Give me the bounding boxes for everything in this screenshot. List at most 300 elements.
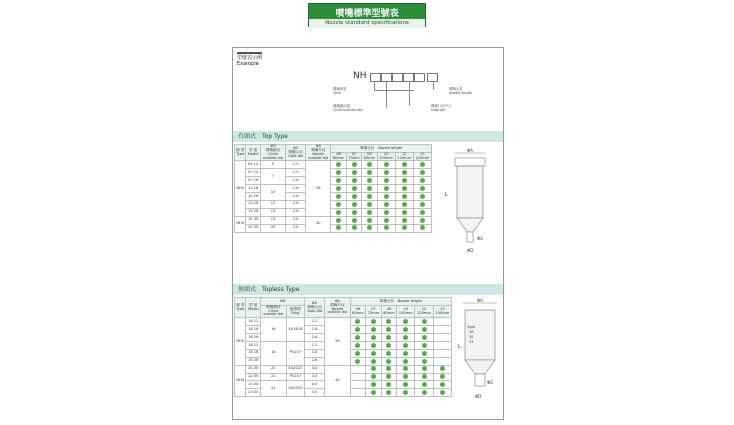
phiA-cell: 28: [325, 318, 351, 365]
code-box-type: [370, 73, 381, 82]
col-ring: 鎮型環 Ring: [286, 305, 305, 317]
available-dot: [384, 170, 389, 175]
available-dot: [367, 162, 372, 167]
available-dot: [386, 335, 391, 340]
model-cell: 23 50: [246, 389, 260, 397]
available-dot: [440, 390, 445, 395]
available-dot: [420, 225, 425, 230]
available-dot: [336, 218, 341, 223]
available-dot: [352, 162, 357, 167]
available-dot: [402, 186, 407, 191]
availability-cell: [350, 381, 365, 389]
example-prefix: NH: [353, 71, 367, 81]
top-L-label: L: [445, 192, 448, 198]
available-dot: [336, 202, 341, 207]
tl-type-label: Type: [467, 325, 475, 329]
availability-cell: [377, 216, 395, 224]
table-row: [235, 365, 452, 373]
availability-cell: [346, 193, 361, 201]
available-dot: [403, 327, 408, 332]
topless-type-table: [234, 297, 452, 397]
availability-cell: [433, 365, 451, 373]
availability-cell: [381, 365, 396, 373]
col-length-value: 08 80mm: [381, 305, 396, 317]
model-cell: 15 30: [246, 216, 260, 224]
leader-type-h: [374, 90, 414, 91]
topless-type-title: 無頭式 Topless Type: [233, 284, 503, 295]
availability-cell: [366, 341, 381, 349]
available-dot: [386, 390, 391, 395]
svg-text:ΦG: ΦG: [487, 380, 494, 385]
phiG-cell: 1.2: [305, 318, 325, 326]
table-row: [235, 185, 432, 193]
available-dot: [403, 351, 408, 356]
table-row: [235, 169, 432, 177]
col-length-value: 15 150mm: [413, 152, 431, 161]
phiG-cell: 3.0: [305, 373, 325, 381]
availability-cell: [350, 349, 365, 357]
availability-cell: [415, 389, 433, 397]
col-type: 類 型 Type: [235, 145, 246, 161]
availability-cell: [415, 326, 433, 334]
available-dot: [386, 343, 391, 348]
availability-cell: [331, 161, 346, 169]
col-phiA: ΦA 噴嘴外徑 Nozzle outside dia: [325, 298, 351, 318]
available-dot: [384, 186, 389, 191]
ring-cell: SU1618: [286, 318, 305, 342]
phiG-cell: 4.0: [305, 381, 325, 389]
available-dot: [422, 366, 427, 371]
phiG-cell: 2.6: [286, 200, 306, 208]
code-box-length: [392, 73, 403, 82]
label-type: 噴嘴形型 Type: [333, 87, 347, 95]
availability-cell: [415, 357, 433, 365]
ring-cell: PS157: [286, 341, 305, 365]
availability-cell: [346, 177, 361, 185]
header-banner: [308, 3, 426, 27]
availability-cell: [381, 373, 396, 381]
availability-cell: [395, 177, 413, 185]
phiD-cell: 15: [260, 216, 285, 224]
availability-cell: [377, 177, 395, 185]
availability-cell: [331, 200, 346, 208]
availability-cell: [397, 389, 415, 397]
model-cell: 20 30: [246, 365, 260, 373]
available-dot: [422, 374, 427, 379]
availability-cell: [415, 349, 433, 357]
model-cell: 20 30: [246, 224, 260, 232]
phiD-cell: 15: [260, 208, 285, 216]
availability-cell: [362, 161, 377, 169]
available-dot: [403, 390, 408, 395]
availability-cell: [362, 177, 377, 185]
available-dot: [367, 170, 372, 175]
ring-cell: SU2022: [286, 365, 305, 373]
col-length-value: 07 70mm: [348, 151, 360, 160]
phiG-cell: 5.0: [305, 389, 325, 397]
col-model: 型 號 Model: [246, 298, 260, 318]
available-dot: [402, 162, 407, 167]
top-type-title: 有頭式 Top Type: [233, 131, 503, 142]
availability-cell: [415, 381, 433, 389]
phiD-cell: 20: [260, 224, 285, 232]
availability-cell: [433, 349, 451, 357]
type-cell: NH4: [235, 365, 246, 397]
availability-cell: [415, 334, 433, 342]
table-row: [235, 318, 452, 326]
phiA-cell: 40: [325, 365, 351, 397]
svg-text:23: 23: [469, 340, 474, 344]
top-nozzle-drawing: [443, 148, 499, 258]
available-dot: [336, 225, 341, 230]
model-cell: 07 16: [246, 177, 260, 185]
available-dot: [420, 218, 425, 223]
col-length: 噴嘴全長 Nozzle length: [350, 298, 451, 306]
available-dot: [352, 218, 357, 223]
circle-cell: 18: [260, 341, 286, 365]
model-cell: 05 12: [246, 161, 260, 169]
circle-cell: 20: [260, 365, 286, 373]
available-dot: [355, 343, 360, 348]
available-dot: [403, 366, 408, 371]
available-dot: [352, 210, 357, 215]
availability-cell: [381, 357, 396, 365]
model-cell: 10 18: [246, 185, 260, 193]
availability-cell: [413, 169, 431, 177]
available-dot: [422, 343, 427, 348]
col-length-value: 15 150mm: [433, 305, 451, 317]
table-row: [235, 216, 432, 224]
model-cell: 18 26: [246, 357, 260, 365]
col-length: 噴嘴全長 Nozzle length: [331, 145, 432, 153]
availability-cell: [413, 193, 431, 201]
availability-cell: [381, 326, 396, 334]
availability-cell: [331, 208, 346, 216]
available-dot: [384, 178, 389, 183]
code-box-extra: [427, 73, 438, 82]
available-dot: [355, 335, 360, 340]
available-dot: [371, 319, 376, 324]
col-phiA: ΦA 噴嘴外徑 Nozzle outside dia: [306, 145, 331, 161]
available-dot: [371, 343, 376, 348]
ring-cell: PS157: [286, 373, 305, 381]
availability-cell: [433, 357, 451, 365]
available-dot: [422, 335, 427, 340]
available-dot: [386, 319, 391, 324]
availability-cell: [433, 381, 451, 389]
availability-cell: [331, 177, 346, 185]
available-dot: [352, 202, 357, 207]
availability-cell: [413, 200, 431, 208]
availability-cell: [366, 334, 381, 342]
phiG-cell: 1.2: [286, 169, 306, 177]
available-dot: [352, 194, 357, 199]
phiG-cell: 1.6: [305, 326, 325, 334]
available-dot: [422, 327, 427, 332]
available-dot: [371, 366, 376, 371]
col-phiG: ΦG 噴嘴口徑 Gate dia: [305, 298, 325, 318]
model-cell: 16 26: [246, 334, 260, 342]
availability-cell: [350, 373, 365, 381]
availability-cell: [366, 373, 381, 381]
availability-cell: [413, 185, 431, 193]
availability-cell: [331, 185, 346, 193]
availability-cell: [362, 224, 377, 232]
model-cell: 07 12: [246, 169, 260, 177]
availability-cell: [395, 216, 413, 224]
col-phiG: ΦG 噴嘴口徑 Gate dia: [286, 145, 306, 161]
col-length-value: 08 80mm: [363, 151, 376, 160]
available-dot: [336, 170, 341, 175]
availability-cell: [413, 208, 431, 216]
example-title-en: Example: [237, 61, 259, 67]
svg-text:20: 20: [469, 335, 474, 339]
availability-cell: [331, 216, 346, 224]
availability-cell: [331, 193, 346, 201]
svg-text:L: L: [458, 344, 461, 350]
col-length-value: 07 70mm: [366, 305, 381, 317]
phiD-cell: 12: [260, 200, 285, 208]
availability-cell: [366, 381, 381, 389]
availability-cell: [346, 185, 361, 193]
availability-cell: [397, 357, 415, 365]
table-row: [235, 200, 432, 208]
available-dot: [371, 327, 376, 332]
type-cell: NH2: [235, 318, 246, 365]
available-dot: [422, 390, 427, 395]
availability-cell: [415, 365, 433, 373]
availability-cell: [381, 389, 396, 397]
availability-cell: [346, 169, 361, 177]
availability-cell: [350, 389, 365, 397]
available-dot: [336, 210, 341, 215]
ring-cell: SU2325: [286, 381, 305, 397]
available-dot: [352, 225, 357, 230]
availability-cell: [350, 341, 365, 349]
label-circle: 噴嘴鎮徑處 Circle/outside dia: [333, 104, 363, 112]
phiG-cell: 2.6: [286, 208, 306, 216]
available-dot: [402, 210, 407, 215]
available-dot: [367, 178, 372, 183]
circle-cell: 16: [260, 318, 286, 342]
available-dot: [384, 210, 389, 215]
available-dot: [403, 382, 408, 387]
top-type-table: [234, 144, 432, 233]
available-dot: [403, 359, 408, 364]
availability-cell: [350, 357, 365, 365]
code-box-gate-1: [403, 73, 414, 82]
availability-cell: [397, 381, 415, 389]
availability-cell: [366, 349, 381, 357]
available-dot: [402, 225, 407, 230]
availability-cell: [381, 341, 396, 349]
phiG-cell: 2.6: [305, 357, 325, 365]
availability-cell: [366, 326, 381, 334]
available-dot: [367, 218, 372, 223]
spec-sheet: [232, 47, 504, 420]
availability-cell: [366, 357, 381, 365]
phiG-cell: 1.6: [305, 349, 325, 357]
available-dot: [367, 225, 372, 230]
col-length-value: 12 120mm: [395, 152, 413, 161]
availability-cell: [362, 208, 377, 216]
leader-length: [433, 82, 434, 90]
availability-cell: [377, 161, 395, 169]
col-phiD: ΦD: [260, 298, 304, 306]
col-length-value: 12 120mm: [415, 305, 433, 317]
available-dot: [367, 194, 372, 199]
available-dot: [386, 366, 391, 371]
availability-cell: [395, 161, 413, 169]
col-circle: 噴嘴鎮徑 Circle outside dia: [260, 305, 286, 317]
available-dot: [422, 351, 427, 356]
phiG-cell: 2.6: [305, 334, 325, 342]
available-dot: [355, 359, 360, 364]
available-dot: [355, 351, 360, 356]
availability-cell: [395, 169, 413, 177]
circle-cell: 22: [260, 373, 286, 381]
availability-cell: [433, 389, 451, 397]
availability-cell: [350, 334, 365, 342]
col-model: 型 號 Model: [246, 145, 260, 161]
code-box-gate-2: [414, 73, 425, 82]
availability-cell: [415, 318, 433, 326]
available-dot: [402, 202, 407, 207]
phiG-cell: 3.0: [305, 365, 325, 373]
available-dot: [420, 210, 425, 215]
available-dot: [402, 170, 407, 175]
available-dot: [355, 327, 360, 332]
table-row: [235, 224, 432, 232]
available-dot: [371, 335, 376, 340]
available-dot: [386, 374, 391, 379]
availability-cell: [377, 169, 395, 177]
phiG-cell: 2.6: [286, 193, 306, 201]
phiA-cell: 28: [306, 161, 331, 216]
availability-cell: [433, 373, 451, 381]
available-dot: [440, 366, 445, 371]
availability-cell: [397, 318, 415, 326]
availability-cell: [377, 185, 395, 193]
available-dot: [386, 382, 391, 387]
leader-circle: [386, 82, 387, 108]
available-dot: [371, 390, 376, 395]
available-dot: [336, 162, 341, 167]
availability-cell: [415, 373, 433, 381]
availability-cell: [413, 177, 431, 185]
available-dot: [403, 319, 408, 324]
phiD-cell: 7: [260, 169, 285, 185]
phiG-cell: 3.0: [286, 224, 306, 232]
availability-cell: [413, 161, 431, 169]
availability-cell: [377, 224, 395, 232]
availability-cell: [397, 373, 415, 381]
model-cell: 16 16: [246, 326, 260, 334]
topless-nozzle-drawing: [457, 298, 503, 408]
leader-gate: [409, 82, 410, 106]
available-dot: [384, 194, 389, 199]
availability-cell: [350, 365, 365, 373]
available-dot: [440, 382, 445, 387]
svg-text:ΦD: ΦD: [475, 394, 482, 399]
available-dot: [336, 178, 341, 183]
availability-cell: [350, 318, 365, 326]
code-box-circle: [381, 73, 392, 82]
phiG-cell: 1.6: [286, 177, 306, 185]
availability-cell: [346, 208, 361, 216]
available-dot: [403, 335, 408, 340]
available-dot: [336, 194, 341, 199]
col-phiD: ΦD 噴嘴鎮徑 Circle outside dia: [260, 145, 285, 161]
available-dot: [420, 170, 425, 175]
available-dot: [367, 202, 372, 207]
availability-cell: [377, 208, 395, 216]
model-cell: 16 12: [246, 318, 260, 326]
available-dot: [402, 178, 407, 183]
model-cell: 12 26: [246, 200, 260, 208]
available-dot: [440, 374, 445, 379]
table-row: [235, 161, 432, 169]
type-cell: NH4: [235, 216, 246, 232]
availability-cell: [346, 200, 361, 208]
availability-cell: [413, 216, 431, 224]
available-dot: [420, 162, 425, 167]
model-cell: 18 16: [246, 349, 260, 357]
phiG-cell: 3.0: [286, 216, 306, 224]
availability-cell: [433, 326, 451, 334]
availability-cell: [433, 318, 451, 326]
availability-cell: [362, 200, 377, 208]
availability-cell: [397, 349, 415, 357]
header-title-en: Nozzle standard specifications: [309, 19, 425, 28]
phiG-cell: 1.2: [305, 341, 325, 349]
availability-cell: [397, 334, 415, 342]
available-dot: [371, 374, 376, 379]
available-dot: [422, 359, 427, 364]
phiD-cell: 5: [260, 161, 285, 169]
availability-cell: [395, 224, 413, 232]
availability-cell: [346, 161, 361, 169]
availability-cell: [397, 326, 415, 334]
availability-cell: [346, 216, 361, 224]
availability-cell: [331, 224, 346, 232]
availability-cell: [395, 185, 413, 193]
available-dot: [420, 202, 425, 207]
availability-cell: [362, 169, 377, 177]
label-length: 噴嘴全長 Nozzle length: [449, 87, 473, 95]
available-dot: [420, 186, 425, 191]
tl-phiA-label: ΦA: [477, 298, 483, 303]
available-dot: [367, 210, 372, 215]
svg-text:16: 16: [469, 330, 474, 334]
availability-cell: [395, 200, 413, 208]
available-dot: [384, 162, 389, 167]
available-dot: [352, 186, 357, 191]
example-title: [237, 52, 262, 67]
availability-cell: [433, 341, 451, 349]
top-phiA-label: ΦA: [467, 148, 473, 153]
availability-cell: [362, 185, 377, 193]
availability-cell: [395, 208, 413, 216]
col-length-value: 10 100mm: [377, 152, 395, 161]
availability-cell: [377, 193, 395, 201]
availability-cell: [381, 334, 396, 342]
available-dot: [422, 382, 427, 387]
availability-cell: [415, 341, 433, 349]
availability-cell: [413, 224, 431, 232]
available-dot: [402, 194, 407, 199]
circle-cell: 23: [260, 381, 286, 397]
